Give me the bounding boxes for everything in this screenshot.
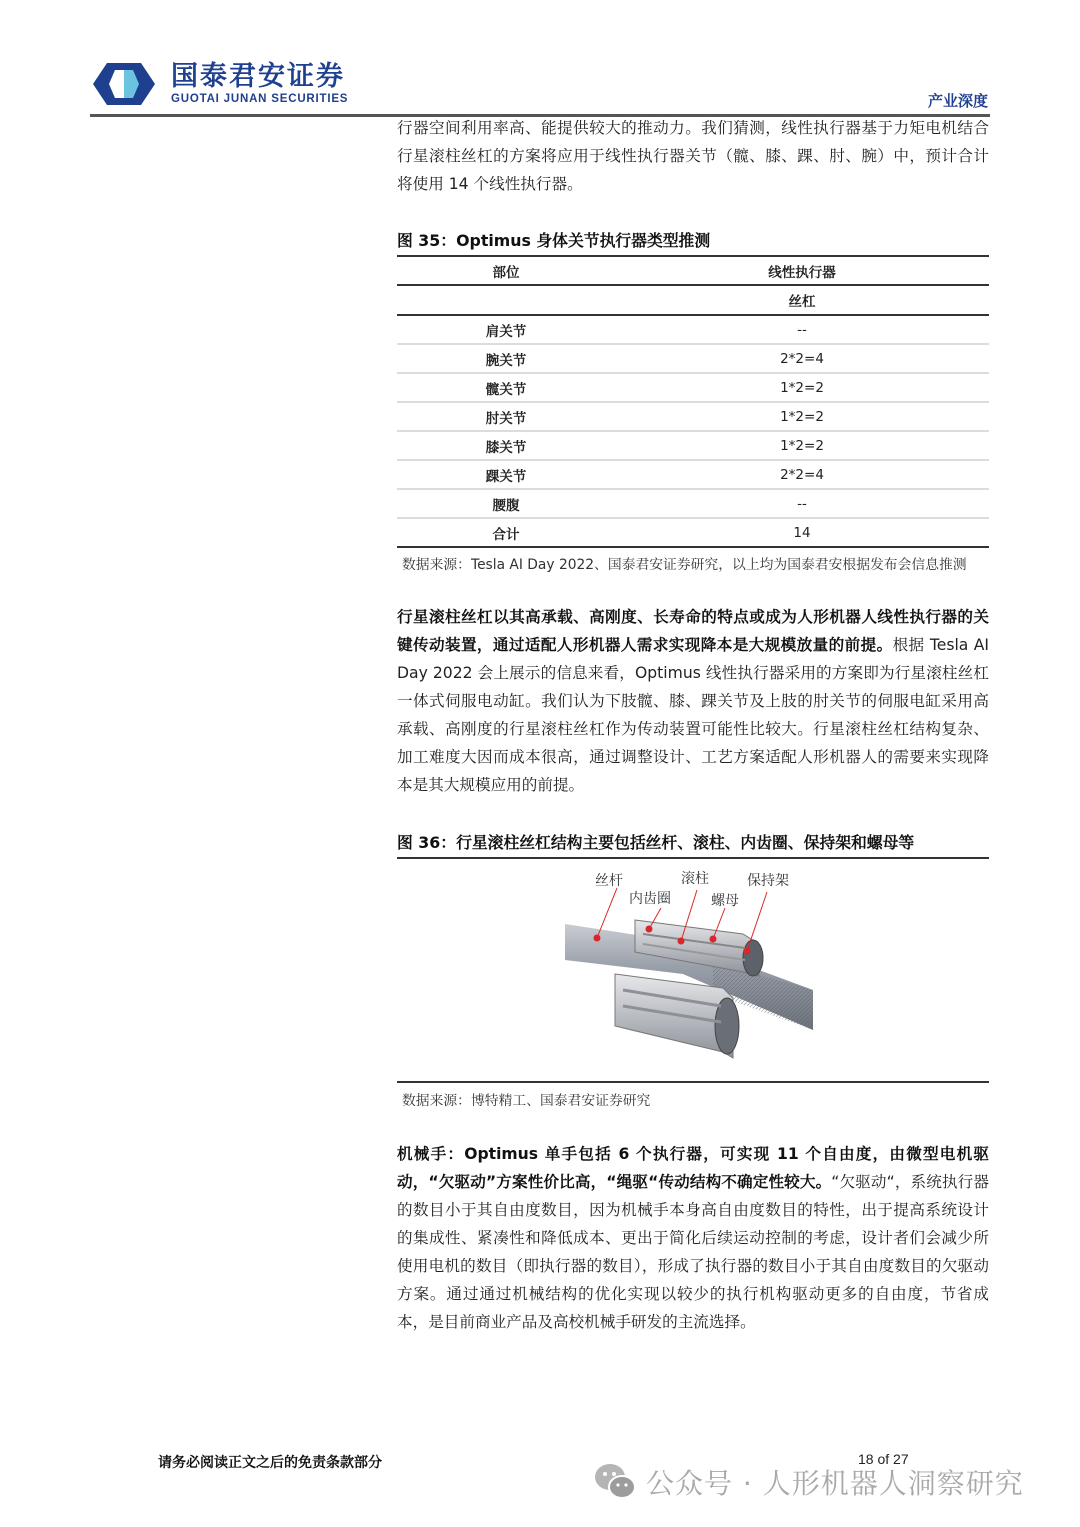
brand-name-en: GUOTAI JUNAN SECURITIES [171,93,349,105]
row-value: 1*2=2 [615,402,989,431]
row-part: 肘关节 [397,402,615,431]
label-ring-gear: 内齿圈 [629,891,671,907]
row-value: 14 [615,518,989,547]
paragraph-dexterous-hand [397,1140,989,1336]
table-row [397,344,989,373]
label-roller: 滚柱 [681,871,709,887]
row-part: 腕关节 [397,344,615,373]
row-part: 肩关节 [397,315,615,344]
actuator-table [397,255,989,548]
paragraph-2-text: 根据 Tesla AI Day 2022 会上展示的信息来看，Optimus 线性执行器采用的方案即为行星滚柱丝杠一体式伺服电动缸。我们认为下肢髋、膝、踝关节及上肢的肘关节的伺服电缸采用高承载、高刚度的行星滚柱丝杠作为传动装置可能性比较大。行星滚柱丝杠结构复杂、加工难度大因而成本很高，通过调整设计、工艺方案适配人形机器人的需要来实现降本是其大规模应用的前提。 [397,636,989,794]
row-part: 合计 [397,518,615,547]
row-part: 踝关节 [397,460,615,489]
row-value: -- [615,315,989,344]
table-row [397,431,989,460]
brand-name-cn: 国泰君安证券 [171,61,345,92]
table-row [397,315,989,344]
table-subheader-row [397,285,989,315]
row-part: 腰腹 [397,489,615,518]
watermark-text: 公众号 · 人形机器人洞察研究 [646,1467,1024,1500]
figure-35-title: 图 35：Optimus 身体关节执行器类型推测 [397,231,711,250]
subheader-screw: 丝杠 [615,285,989,315]
brand-logo [93,62,348,106]
subheader-empty [397,285,615,315]
label-nut: 螺母 [711,893,739,909]
wechat-icon [594,1462,636,1502]
figure-36-bottom-rule [397,1081,989,1083]
paragraph-planetary-roller-screw [397,603,989,799]
logo-mark-icon [93,63,155,105]
figure-36 [397,831,989,859]
page-number: 18 of 27 [858,1451,909,1467]
figure-36-footer [397,1081,989,1109]
row-part: 髋关节 [397,373,615,402]
row-value: 1*2=2 [615,431,989,460]
row-value: 2*2=4 [615,344,989,373]
table-row [397,489,989,518]
figure-36-title: 图 36：行星滚柱丝杠结构主要包括丝杆、滚柱、内齿圈、保持架和螺母等 [397,833,915,852]
label-screw: 丝杆 [595,873,623,889]
table-row [397,402,989,431]
row-value: -- [615,489,989,518]
figure-36-top-rule [397,857,989,859]
row-value: 2*2=4 [615,460,989,489]
row-value: 1*2=2 [615,373,989,402]
planetary-roller-screw-image [563,862,819,1072]
label-cage: 保持架 [747,873,789,889]
header-part: 部位 [397,256,615,285]
table-header-row [397,256,989,285]
figure-35-source: 数据来源：Tesla AI Day 2022、国泰君安证券研究，以上均为国泰君安根据发布会信息推测 [402,557,967,573]
row-part: 膝关节 [397,431,615,460]
paragraph-3-text: “欠驱动“，系统执行器的数目小于其自由度数目，因为机械手本身高自由度数目的特性，出于提高系统设计的集成性、紧凑性和降低成本、更出于简化后续运动控制的考虑，设计者们会减少所使用电机的数目（即执行器的数目），形成了执行器的数目小于其自由度数目的欠驱动方案。通过通过机械结构的优化实现以较少的执行机构驱动更多的自由度，节省成本，是目前商业产品及高校机械手研发的主流选择。 [397,1173,989,1331]
paragraph-2-bold: 行星滚柱丝杠以其高承载、高刚度、长寿命的特点或成为人形机器人线性执行器的关键传动装置，通过适配人形机器人需求实现降本是大规模放量的前提。 [397,608,989,654]
watermark [594,1462,1024,1502]
figure-35 [397,229,989,573]
table-row [397,373,989,402]
paragraph-3-bold: 机械手：Optimus 单手包括 6 个执行器，可实现 11 个自由度，由微型电机驱动，“欠驱动”方案性价比高，“绳驱“传动结构不确定性较大。 [397,1145,989,1191]
header-linear-actuator: 线性执行器 [615,256,989,285]
figure-36-source: 数据来源：博特精工、国泰君安证券研究 [402,1093,651,1109]
section-tag: 产业深度 [927,92,988,110]
footer-disclaimer: 请务必阅读正文之后的免责条款部分 [158,1455,382,1471]
intro-paragraph: 行器空间利用率高、能提供较大的推动力。我们猜测，线性执行器基于力矩电机结合行星滚柱丝杠的方案将应用于线性执行器关节（髋、膝、踝、肘、腕）中，预计合计将使用 14 个线性执行器。 [397,119,989,193]
table-row [397,460,989,489]
table-total-row [397,518,989,547]
